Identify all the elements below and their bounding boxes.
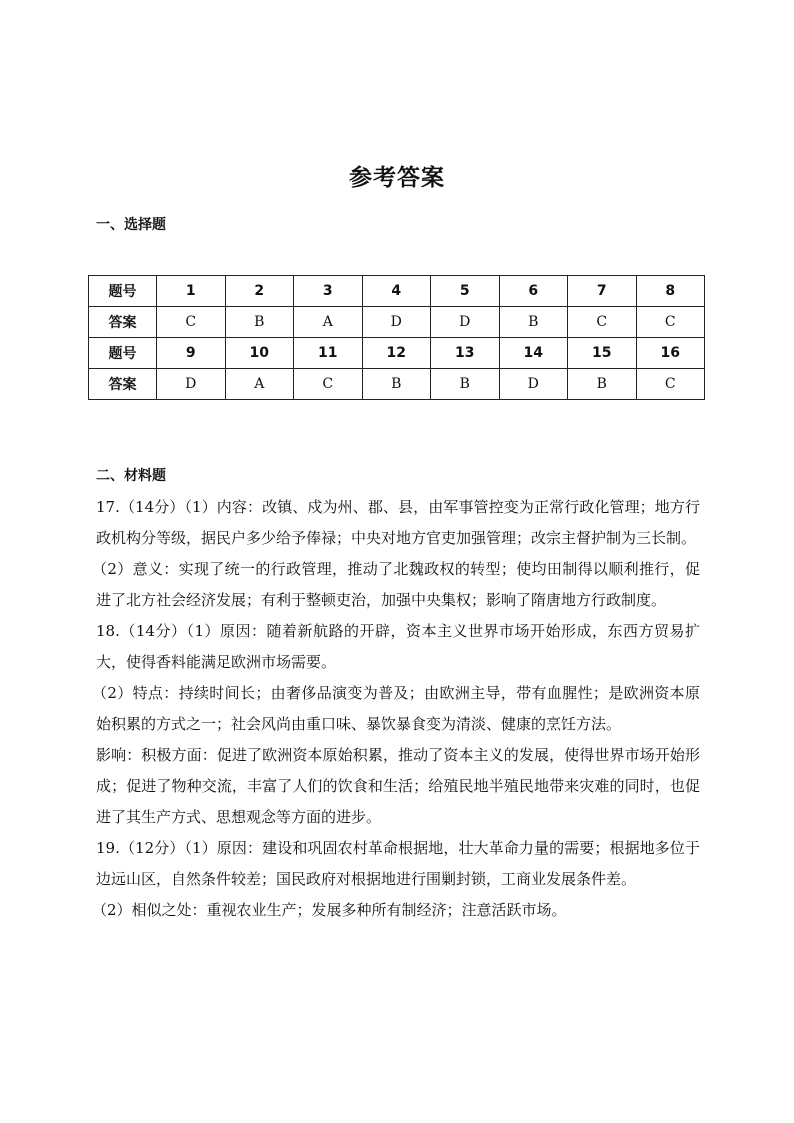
table-cell: 15 [568, 338, 637, 369]
table-cell: C [294, 369, 363, 400]
table-cell: D [431, 307, 500, 338]
table-cell: 16 [636, 338, 705, 369]
table-cell: 8 [636, 276, 705, 307]
table-cell: 5 [431, 276, 500, 307]
row-header: 答案 [89, 307, 157, 338]
answer-paragraph: 17.（14分）（1）内容：改镇、戍为州、郡、县，由军事管控变为正常行政化管理；地方行政机构分等级，据民户多少给予俸禄；中央对地方官吏加强管理；改宗主督护制为三长制。 [96, 498, 700, 547]
table-cell: 4 [362, 276, 431, 307]
table-cell: B [499, 307, 568, 338]
table-row [89, 338, 705, 369]
table-cell: D [157, 369, 226, 400]
answer-paragraph: 19.（12分）（1）原因：建设和巩固农村革命根据地，壮大革命力量的需要；根据地多位于边远山区，自然条件较差；国民政府对根据地进行围剿封锁，工商业发展条件差。 [96, 839, 700, 888]
table-cell: B [431, 369, 500, 400]
table-cell: C [636, 307, 705, 338]
table-row [89, 276, 705, 307]
table-cell: A [294, 307, 363, 338]
section-heading-choice: 一、选择题 [96, 217, 166, 233]
answer-paragraph: （2）特点：持续时间长；由奢侈品演变为普及；由欧洲主导，带有血腥性；是欧洲资本原始积累的方式之一；社会风尚由重口味、暴饮暴食变为清淡、健康的烹饪方法。 [92, 684, 700, 733]
answer-paragraph: 影响：积极方面：促进了欧洲资本原始积累，推动了资本主义的发展，使得世界市场开始形成；促进了物种交流，丰富了人们的饮食和生活；给殖民地半殖民地带来灾难的同时，也促进了其生产方式、思想观念等方面的进步。 [96, 746, 700, 826]
table-cell: C [568, 307, 637, 338]
answer-paragraph: 18.（14分）（1）原因：随着新航路的开辟，资本主义世界市场开始形成，东西方贸易扩大，使得香料能满足欧洲市场需要。 [96, 622, 700, 671]
row-header: 答案 [89, 369, 157, 400]
row-header: 题号 [89, 276, 157, 307]
table-cell: C [636, 369, 705, 400]
table-cell: 6 [499, 276, 568, 307]
answer-paragraph: （2）相似之处：重视农业生产；发展多种所有制经济；注意活跃市场。 [92, 901, 567, 919]
table-cell: 12 [362, 338, 431, 369]
table-cell: 2 [225, 276, 294, 307]
table-cell: 10 [225, 338, 294, 369]
table-cell: 3 [294, 276, 363, 307]
table-row [89, 369, 705, 400]
row-header: 题号 [89, 338, 157, 369]
answer-body [92, 492, 700, 926]
table-cell: D [362, 307, 431, 338]
table-cell: 11 [294, 338, 363, 369]
table-cell: C [157, 307, 226, 338]
table-cell: 9 [157, 338, 226, 369]
table-cell: 7 [568, 276, 637, 307]
section-heading-material: 二、材料题 [96, 468, 166, 484]
table-cell: B [362, 369, 431, 400]
table-row [89, 307, 705, 338]
table-cell: B [568, 369, 637, 400]
table-cell: A [225, 369, 294, 400]
table-cell: B [225, 307, 294, 338]
table-cell: 1 [157, 276, 226, 307]
table-cell: 14 [499, 338, 568, 369]
table-cell: 13 [431, 338, 500, 369]
page-title: 参考答案 [349, 165, 445, 191]
answer-table [88, 275, 705, 400]
table-cell: D [499, 369, 568, 400]
answer-paragraph: （2）意义：实现了统一的行政管理，推动了北魏政权的转型；使均田制得以顺利推行，促进了北方社会经济发展；有利于整顿吏治，加强中央集权；影响了隋唐地方行政制度。 [92, 560, 700, 609]
